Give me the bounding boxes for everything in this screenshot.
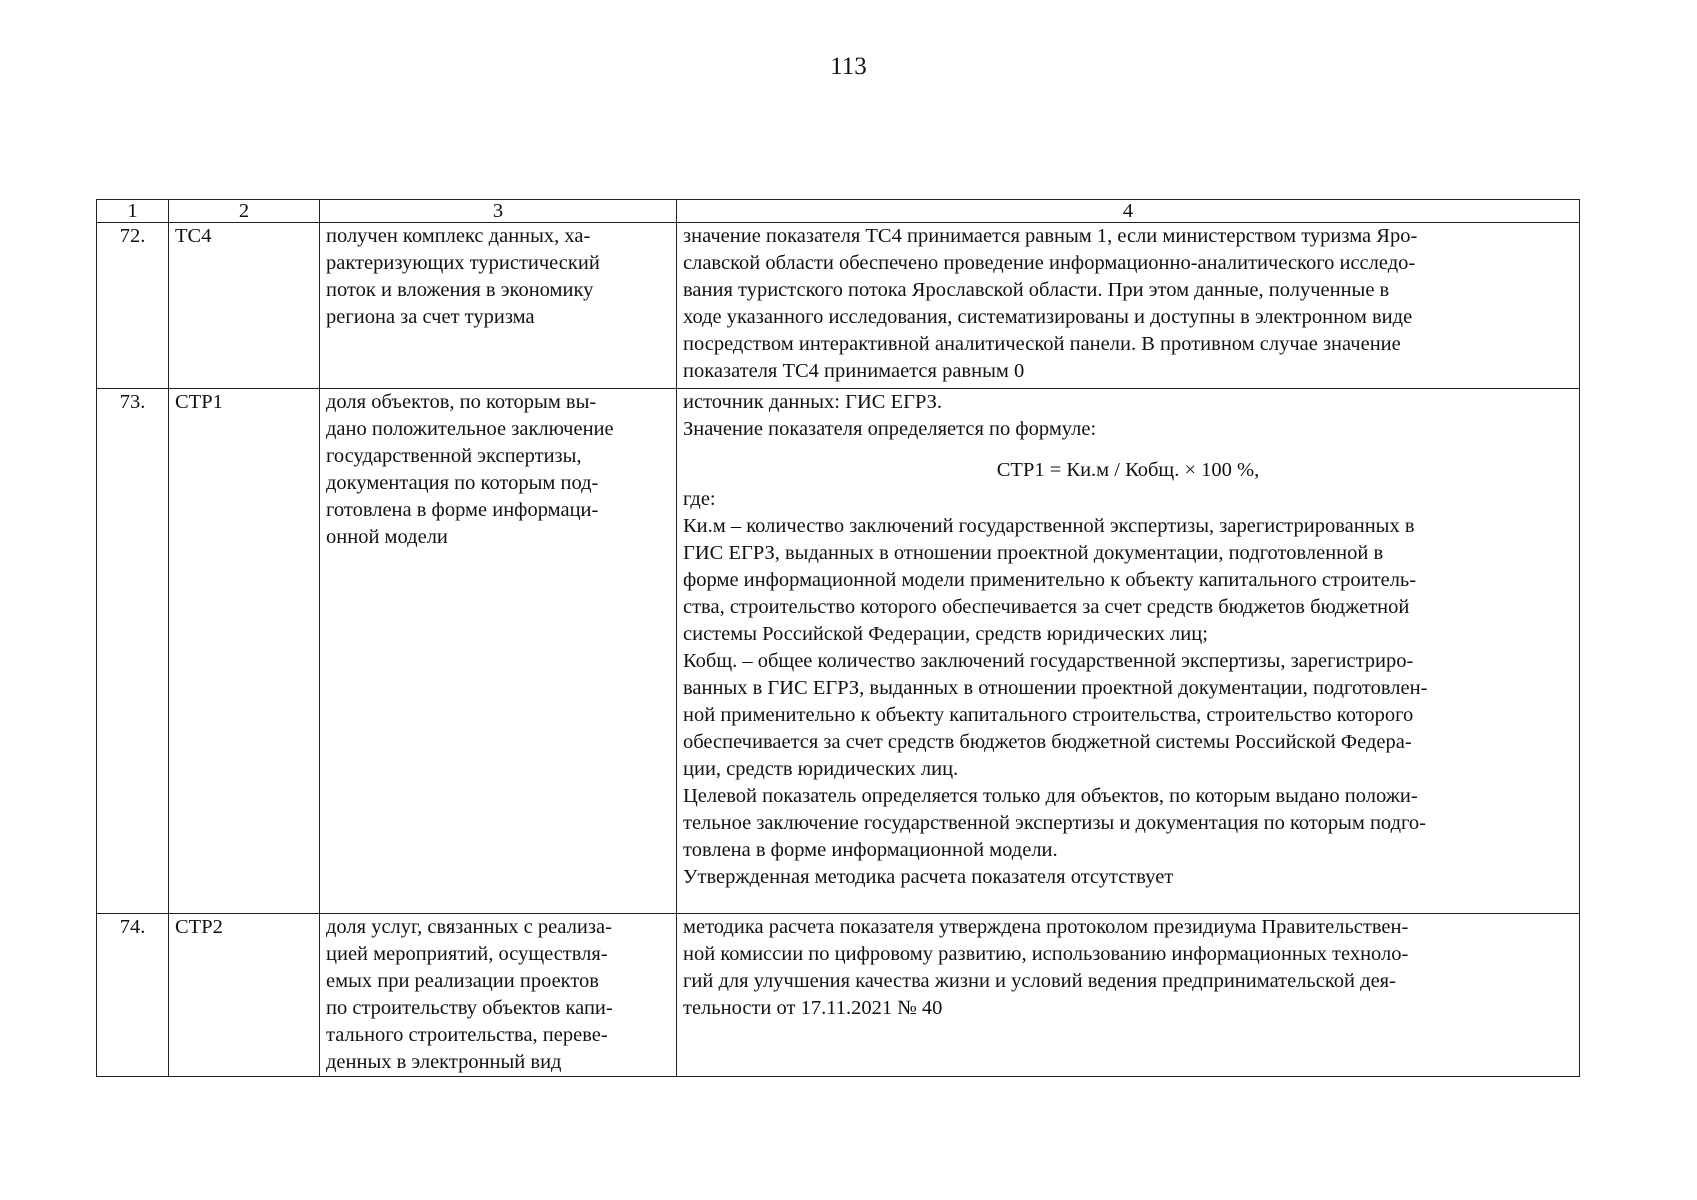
table-row bbox=[97, 389, 1580, 914]
header-cell-4: 4 bbox=[677, 200, 1580, 223]
indicator-description bbox=[320, 389, 677, 914]
text-line: системы Российской Федерации, средств юридических лиц; bbox=[683, 623, 1208, 645]
text-line: показателя ТС4 принимается равным 0 bbox=[683, 360, 1025, 382]
header-cell-2: 2 bbox=[169, 200, 320, 223]
text-line: доля услуг, связанных с реализа- bbox=[326, 916, 612, 938]
calculation-method bbox=[677, 223, 1580, 389]
indicator-code: СТР2 bbox=[169, 914, 320, 1077]
text-line: ванных в ГИС ЕГРЗ, выданных в отношении проектной документации, подготовлен- bbox=[683, 677, 1428, 699]
text-line: Ки.м – количество заключений государственной экспертизы, зарегистрированных в bbox=[683, 515, 1415, 537]
row-number: 74. bbox=[97, 914, 169, 1077]
text-line: методика расчета показателя утверждена протоколом президиума Правительствен- bbox=[683, 916, 1409, 938]
text-line: готовлена в форме информаци- bbox=[326, 499, 599, 521]
indicator-description bbox=[320, 914, 677, 1077]
header-cell-1: 1 bbox=[97, 200, 169, 223]
header-cell-3: 3 bbox=[320, 200, 677, 223]
text-line: онной модели bbox=[326, 526, 448, 548]
text-line: цией мероприятий, осуществля- bbox=[326, 943, 608, 965]
text-line: получен комплекс данных, ха- bbox=[326, 225, 591, 247]
calculation-method bbox=[677, 389, 1580, 914]
text-line: значение показателя ТС4 принимается равным 1, если министерством туризма Яро- bbox=[683, 225, 1418, 247]
text-line: вания туристского потока Ярославской области. При этом данные, полученные в bbox=[683, 279, 1390, 301]
text-line: рактеризующих туристический bbox=[326, 252, 600, 274]
text-line: тельное заключение государственной экспертизы и документация по которым подго- bbox=[683, 812, 1426, 834]
text-line: ходе указанного исследования, систематизированы и доступны в электронном виде bbox=[683, 306, 1413, 328]
text-line: посредством интерактивной аналитической панели. В противном случае значение bbox=[683, 333, 1401, 355]
formula: СТР1 = Ки.м / Кобщ. × 100 %, bbox=[996, 459, 1260, 481]
table-row bbox=[97, 914, 1580, 1077]
calculation-method bbox=[677, 914, 1580, 1077]
row-number: 72. bbox=[97, 223, 169, 389]
indicator-code: СТР1 bbox=[169, 389, 320, 914]
page-number: 113 bbox=[830, 53, 867, 80]
text-line: поток и вложения в экономику bbox=[326, 279, 594, 301]
text-line: Кобщ. – общее количество заключений государственной экспертизы, зарегистриро- bbox=[683, 650, 1414, 672]
text-line: Утвержденная методика расчета показателя отсутствует bbox=[683, 866, 1174, 888]
text-line: ства, строительство которого обеспечивается за счет средств бюджетов бюджетной bbox=[683, 596, 1410, 618]
text-line: ной комиссии по цифровому развитию, использованию информационных техноло- bbox=[683, 943, 1409, 965]
text-line: Значение показателя определяется по формуле: bbox=[683, 418, 1097, 440]
text-line: Целевой показатель определяется только для объектов, по которым выдано положи- bbox=[683, 785, 1418, 807]
text-line: ГИС ЕГРЗ, выданных в отношении проектной документации, подготовленной в bbox=[683, 542, 1384, 564]
text-line: денных в электронный вид bbox=[326, 1051, 562, 1073]
text-line: где: bbox=[683, 488, 716, 510]
text-line: гий для улучшения качества жизни и условий ведения предпринимательской дея- bbox=[683, 970, 1396, 992]
text-line: ции, средств юридических лиц. bbox=[683, 758, 959, 780]
text-line: региона за счет туризма bbox=[326, 306, 535, 328]
text-line: форме информационной модели применительно к объекту капитального строитель- bbox=[683, 569, 1417, 591]
text-line: тельности от 17.11.2021 № 40 bbox=[683, 997, 943, 1019]
table-row bbox=[97, 223, 1580, 389]
header-row bbox=[97, 200, 1580, 223]
text-line: по строительству объектов капи- bbox=[326, 997, 613, 1019]
text-line: обеспечивается за счет средств бюджетов бюджетной системы Российской Федера- bbox=[683, 731, 1412, 753]
text-line: источник данных: ГИС ЕГРЗ. bbox=[683, 391, 943, 413]
text-line: доля объектов, по которым вы- bbox=[326, 391, 597, 413]
text-line: дано положительное заключение bbox=[326, 418, 614, 440]
indicator-code: ТС4 bbox=[169, 223, 320, 389]
text-line: государственной экспертизы, bbox=[326, 445, 582, 467]
text-line: емых при реализации проектов bbox=[326, 970, 599, 992]
text-line: документация по которым под- bbox=[326, 472, 599, 494]
text-line: товлена в форме информационной модели. bbox=[683, 839, 1058, 861]
indicator-description bbox=[320, 223, 677, 389]
indicators-table bbox=[96, 199, 1580, 1077]
row-number: 73. bbox=[97, 389, 169, 914]
text-line: тального строительства, переве- bbox=[326, 1024, 608, 1046]
text-line: славской области обеспечено проведение информационно-аналитического исследо- bbox=[683, 252, 1416, 274]
text-line: ной применительно к объекту капитального строительства, строительство которого bbox=[683, 704, 1414, 726]
